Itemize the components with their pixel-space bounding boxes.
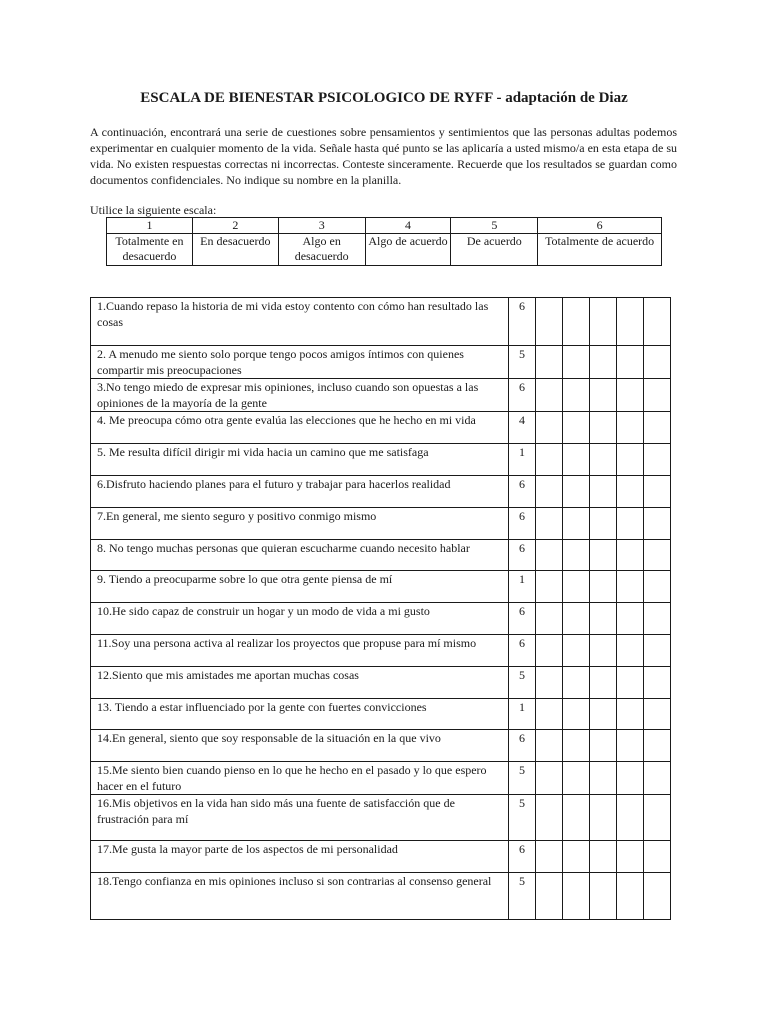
answer-cell[interactable]: 6	[509, 508, 536, 540]
question-text: 9. Tiendo a preocuparme sobre lo que otra gente piensa de mí	[91, 571, 509, 603]
empty-answer-cell[interactable]	[617, 379, 644, 412]
empty-answer-cell[interactable]	[536, 635, 563, 667]
empty-answer-cell[interactable]	[563, 508, 590, 540]
answer-cell[interactable]: 6	[509, 730, 536, 762]
answer-cell[interactable]: 5	[509, 873, 536, 920]
empty-answer-cell[interactable]	[563, 476, 590, 508]
empty-answer-cell[interactable]	[536, 379, 563, 412]
empty-answer-cell[interactable]	[617, 841, 644, 873]
intro-paragraph: A continuación, encontrará una serie de cuestiones sobre pensamientos y sentimientos que las personas adultas podemos experimentar en cualquier momento de la vida. Señale hasta qué punto se las aplicaría a usted mismo/a en esta etapa de su vida. No existen respuestas correctas ni incorrectas. Conteste sinceramente. Recuerde que los resultados se guardan como documentos confidenciales. No indique su nombre en la planilla.	[90, 125, 677, 187]
empty-answer-cell[interactable]	[617, 298, 644, 346]
empty-answer-cell[interactable]	[590, 603, 617, 635]
scale-number: 3	[278, 218, 365, 234]
empty-answer-cell[interactable]	[617, 412, 644, 444]
question-text: 3.No tengo miedo de expresar mis opiniones, incluso cuando son opuestas a las opiniones de la mayoría de la gente	[91, 379, 509, 412]
empty-answer-cell[interactable]	[536, 873, 563, 920]
empty-answer-cell[interactable]	[617, 635, 644, 667]
question-row	[91, 730, 671, 762]
empty-answer-cell[interactable]	[536, 298, 563, 346]
empty-answer-cell[interactable]	[563, 762, 590, 795]
empty-answer-cell[interactable]	[590, 412, 617, 444]
empty-answer-cell[interactable]	[644, 508, 671, 540]
answer-cell[interactable]: 6	[509, 540, 536, 571]
question-row	[91, 540, 671, 571]
scale-label: Totalmente de acuerdo	[538, 234, 662, 266]
empty-answer-cell[interactable]	[590, 635, 617, 667]
question-text: 15.Me siento bien cuando pienso en lo que he hecho en el pasado y lo que espero hacer en el futuro	[91, 762, 509, 795]
empty-answer-cell[interactable]	[590, 795, 617, 841]
questionnaire-body	[91, 298, 671, 920]
empty-answer-cell[interactable]	[563, 841, 590, 873]
empty-answer-cell[interactable]	[590, 444, 617, 476]
question-text: 2. A menudo me siento solo porque tengo pocos amigos íntimos con quienes compartir mis preocupaciones	[91, 346, 509, 379]
question-row	[91, 346, 671, 379]
question-row	[91, 841, 671, 873]
empty-answer-cell[interactable]	[617, 346, 644, 379]
answer-cell[interactable]: 4	[509, 412, 536, 444]
empty-answer-cell[interactable]	[644, 298, 671, 346]
scale-label: De acuerdo	[451, 234, 538, 266]
empty-answer-cell[interactable]	[590, 346, 617, 379]
empty-answer-cell[interactable]	[644, 635, 671, 667]
empty-answer-cell[interactable]	[590, 730, 617, 762]
scale-labels-row	[107, 234, 662, 266]
empty-answer-cell[interactable]	[644, 379, 671, 412]
empty-answer-cell[interactable]	[617, 508, 644, 540]
answer-cell[interactable]: 5	[509, 795, 536, 841]
question-text: 6.Disfruto haciendo planes para el futuro y trabajar para hacerlos realidad	[91, 476, 509, 508]
scale-instruction: Utilice la siguiente escala:	[90, 203, 217, 217]
empty-answer-cell[interactable]	[590, 476, 617, 508]
question-row	[91, 699, 671, 730]
question-text: 11.Soy una persona activa al realizar los proyectos que propuse para mí mismo	[91, 635, 509, 667]
answer-cell[interactable]: 1	[509, 444, 536, 476]
empty-answer-cell[interactable]	[644, 412, 671, 444]
empty-answer-cell[interactable]	[590, 667, 617, 699]
empty-answer-cell[interactable]	[644, 571, 671, 603]
answer-cell[interactable]: 6	[509, 476, 536, 508]
question-text: 13. Tiendo a estar influenciado por la gente con fuertes convicciones	[91, 699, 509, 730]
scale-number: 5	[451, 218, 538, 234]
scale-number: 2	[192, 218, 278, 234]
empty-answer-cell[interactable]	[644, 873, 671, 920]
empty-answer-cell[interactable]	[644, 841, 671, 873]
question-text: 8. No tengo muchas personas que quieran escucharme cuando necesito hablar	[91, 540, 509, 571]
empty-answer-cell[interactable]	[644, 667, 671, 699]
question-text: 12.Siento que mis amistades me aportan muchas cosas	[91, 667, 509, 699]
empty-answer-cell[interactable]	[617, 699, 644, 730]
empty-answer-cell[interactable]	[590, 571, 617, 603]
empty-answer-cell[interactable]	[563, 667, 590, 699]
empty-answer-cell[interactable]	[590, 540, 617, 571]
empty-answer-cell[interactable]	[563, 635, 590, 667]
empty-answer-cell[interactable]	[563, 571, 590, 603]
question-row	[91, 379, 671, 412]
answer-cell[interactable]: 6	[509, 298, 536, 346]
empty-answer-cell[interactable]	[644, 444, 671, 476]
question-row	[91, 795, 671, 841]
empty-answer-cell[interactable]	[563, 346, 590, 379]
empty-answer-cell[interactable]	[536, 730, 563, 762]
empty-answer-cell[interactable]	[536, 346, 563, 379]
question-row	[91, 603, 671, 635]
answer-cell[interactable]: 6	[509, 379, 536, 412]
scale-table	[106, 217, 662, 266]
empty-answer-cell[interactable]	[617, 873, 644, 920]
scale-label: Totalmente en desacuerdo	[107, 234, 193, 266]
empty-answer-cell[interactable]	[536, 508, 563, 540]
empty-answer-cell[interactable]	[536, 667, 563, 699]
empty-answer-cell[interactable]	[536, 412, 563, 444]
empty-answer-cell[interactable]	[536, 571, 563, 603]
answer-cell[interactable]: 6	[509, 635, 536, 667]
empty-answer-cell[interactable]	[644, 476, 671, 508]
question-row	[91, 667, 671, 699]
empty-answer-cell[interactable]	[590, 508, 617, 540]
empty-answer-cell[interactable]	[536, 841, 563, 873]
empty-answer-cell[interactable]	[617, 476, 644, 508]
empty-answer-cell[interactable]	[536, 699, 563, 730]
page-title: ESCALA DE BIENESTAR PSICOLOGICO DE RYFF - adaptación de Diaz	[140, 90, 628, 106]
scale-number: 6	[538, 218, 662, 234]
question-row	[91, 508, 671, 540]
scale-numbers-row	[107, 218, 662, 234]
empty-answer-cell[interactable]	[590, 762, 617, 795]
empty-answer-cell[interactable]	[617, 444, 644, 476]
answer-cell[interactable]: 5	[509, 762, 536, 795]
empty-answer-cell[interactable]	[644, 762, 671, 795]
empty-answer-cell[interactable]	[536, 603, 563, 635]
answer-cell[interactable]: 6	[509, 603, 536, 635]
empty-answer-cell[interactable]	[590, 699, 617, 730]
empty-answer-cell[interactable]	[590, 379, 617, 412]
answer-cell[interactable]: 6	[509, 841, 536, 873]
question-text: 17.Me gusta la mayor parte de los aspectos de mi personalidad	[91, 841, 509, 873]
answer-cell[interactable]: 1	[509, 699, 536, 730]
question-text: 16.Mis objetivos en la vida han sido más una fuente de satisfacción que de frustración para mí	[91, 795, 509, 841]
empty-answer-cell[interactable]	[563, 379, 590, 412]
question-row	[91, 635, 671, 667]
question-text: 18.Tengo confianza en mis opiniones incluso si son contrarias al consenso general	[91, 873, 509, 920]
empty-answer-cell[interactable]	[617, 571, 644, 603]
question-text: 10.He sido capaz de construir un hogar y un modo de vida a mi gusto	[91, 603, 509, 635]
question-row	[91, 412, 671, 444]
empty-answer-cell[interactable]	[563, 730, 590, 762]
scale-label: Algo en desacuerdo	[278, 234, 365, 266]
empty-answer-cell[interactable]	[536, 444, 563, 476]
empty-answer-cell[interactable]	[563, 540, 590, 571]
empty-answer-cell[interactable]	[617, 762, 644, 795]
question-row	[91, 444, 671, 476]
empty-answer-cell[interactable]	[590, 873, 617, 920]
question-text: 5. Me resulta difícil dirigir mi vida hacia un camino que me satisfaga	[91, 444, 509, 476]
question-row	[91, 571, 671, 603]
empty-answer-cell[interactable]	[590, 841, 617, 873]
empty-answer-cell[interactable]	[536, 476, 563, 508]
empty-answer-cell[interactable]	[536, 540, 563, 571]
question-row	[91, 298, 671, 346]
answer-cell[interactable]: 5	[509, 346, 536, 379]
empty-answer-cell[interactable]	[617, 540, 644, 571]
question-text: 14.En general, siento que soy responsable de la situación en la que vivo	[91, 730, 509, 762]
empty-answer-cell[interactable]	[590, 298, 617, 346]
empty-answer-cell[interactable]	[563, 699, 590, 730]
scale-number: 1	[107, 218, 193, 234]
empty-answer-cell[interactable]	[563, 795, 590, 841]
empty-answer-cell[interactable]	[644, 540, 671, 571]
empty-answer-cell[interactable]	[563, 444, 590, 476]
scale-label: Algo de acuerdo	[365, 234, 451, 266]
empty-answer-cell[interactable]	[617, 603, 644, 635]
scale-number: 4	[365, 218, 451, 234]
empty-answer-cell[interactable]	[563, 873, 590, 920]
empty-answer-cell[interactable]	[536, 795, 563, 841]
scale-label: En desacuerdo	[192, 234, 278, 266]
question-text: 7.En general, me siento seguro y positivo conmigo mismo	[91, 508, 509, 540]
empty-answer-cell[interactable]	[644, 730, 671, 762]
empty-answer-cell[interactable]	[644, 795, 671, 841]
empty-answer-cell[interactable]	[644, 699, 671, 730]
answer-cell[interactable]: 1	[509, 571, 536, 603]
empty-answer-cell[interactable]	[617, 730, 644, 762]
questionnaire-table	[90, 297, 671, 920]
empty-answer-cell[interactable]	[644, 346, 671, 379]
empty-answer-cell[interactable]	[563, 298, 590, 346]
question-text: 4. Me preocupa cómo otra gente evalúa las elecciones que he hecho en mi vida	[91, 412, 509, 444]
question-row	[91, 476, 671, 508]
empty-answer-cell[interactable]	[536, 762, 563, 795]
empty-answer-cell[interactable]	[563, 603, 590, 635]
question-row	[91, 873, 671, 920]
empty-answer-cell[interactable]	[617, 667, 644, 699]
question-row	[91, 762, 671, 795]
question-text: 1.Cuando repaso la historia de mi vida estoy contento con cómo han resultado las cosas	[91, 298, 509, 346]
empty-answer-cell[interactable]	[563, 412, 590, 444]
answer-cell[interactable]: 5	[509, 667, 536, 699]
empty-answer-cell[interactable]	[644, 603, 671, 635]
empty-answer-cell[interactable]	[617, 795, 644, 841]
